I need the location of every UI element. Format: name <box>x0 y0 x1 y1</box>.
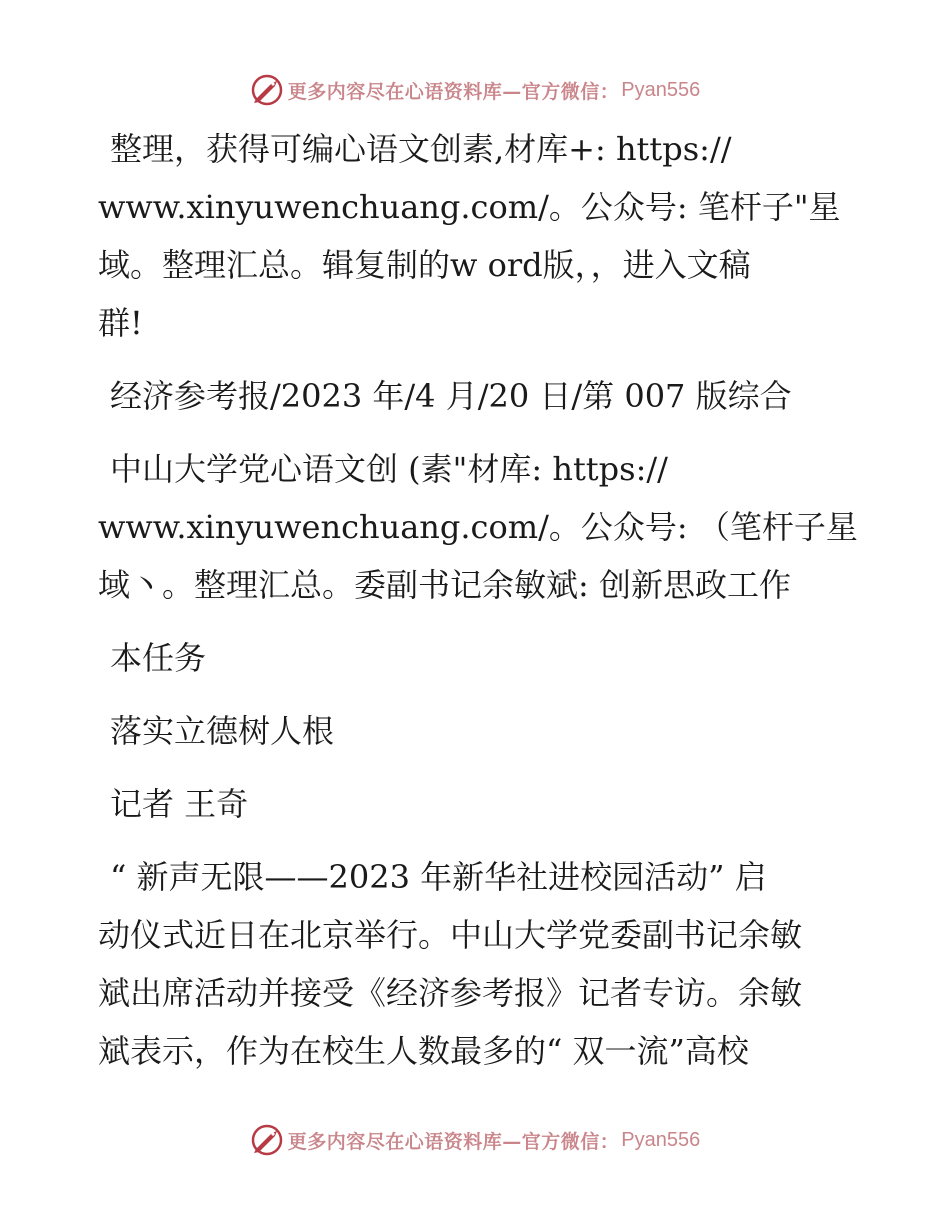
headline-part-1: 本任务 <box>110 639 207 677</box>
pen-nib-logo-icon <box>250 73 284 107</box>
text-line: 域丶。整理汇总。委副书记余敏斌: 创新思政工作 <box>98 566 791 604</box>
paragraph-intro <box>98 120 858 352</box>
document-body <box>98 120 858 1095</box>
header-watermark-banner <box>0 70 950 110</box>
text-line: 中山大学党心语文创 (素"材库: https:// <box>110 450 668 488</box>
text-line: 整理，获得可编心语文创素,材库+: https:// <box>110 130 732 168</box>
reporter-byline: 记者 王奇 <box>110 785 249 823</box>
header-watermark-id: Pyan556 <box>621 78 701 101</box>
text-line: 群! <box>98 304 143 342</box>
text-line: “ 新声无限——2023 年新华社进校园活动” 启 <box>110 858 767 896</box>
text-line: 动仪式近日在北京举行。中山大学党委副书记余敏 <box>98 916 803 954</box>
paragraph-article <box>98 848 858 1080</box>
text-line: 斌出席活动并接受《经济参考报》记者专访。余敏 <box>98 974 803 1012</box>
header-watermark-text: 更多内容尽在心语资料库—官方微信： <box>287 80 620 103</box>
paragraph-title-block <box>98 440 858 614</box>
footer-watermark-text: 更多内容尽在心语资料库—官方微信： <box>287 1130 620 1153</box>
source-line: 经济参考报/2023 年/4 月/20 日/第 007 版综合 <box>110 377 792 415</box>
footer-watermark-id: Pyan556 <box>621 1128 701 1151</box>
text-line: 域。整理汇总。辑复制的w ord版，，进入文稿 <box>98 246 751 284</box>
footer-watermark-banner <box>0 1120 950 1160</box>
headline-part-2: 落实立德树人根 <box>110 712 335 750</box>
text-line: www.xinyuwenchuang.com/。公众号: （笔杆子星 <box>98 508 858 546</box>
text-line: www.xinyuwenchuang.com/。公众号: 笔杆子"星 <box>98 188 841 226</box>
text-line: 斌表示，作为在校生人数最多的“ 双一流”高校 <box>98 1032 749 1070</box>
pen-nib-logo-icon <box>250 1123 284 1157</box>
